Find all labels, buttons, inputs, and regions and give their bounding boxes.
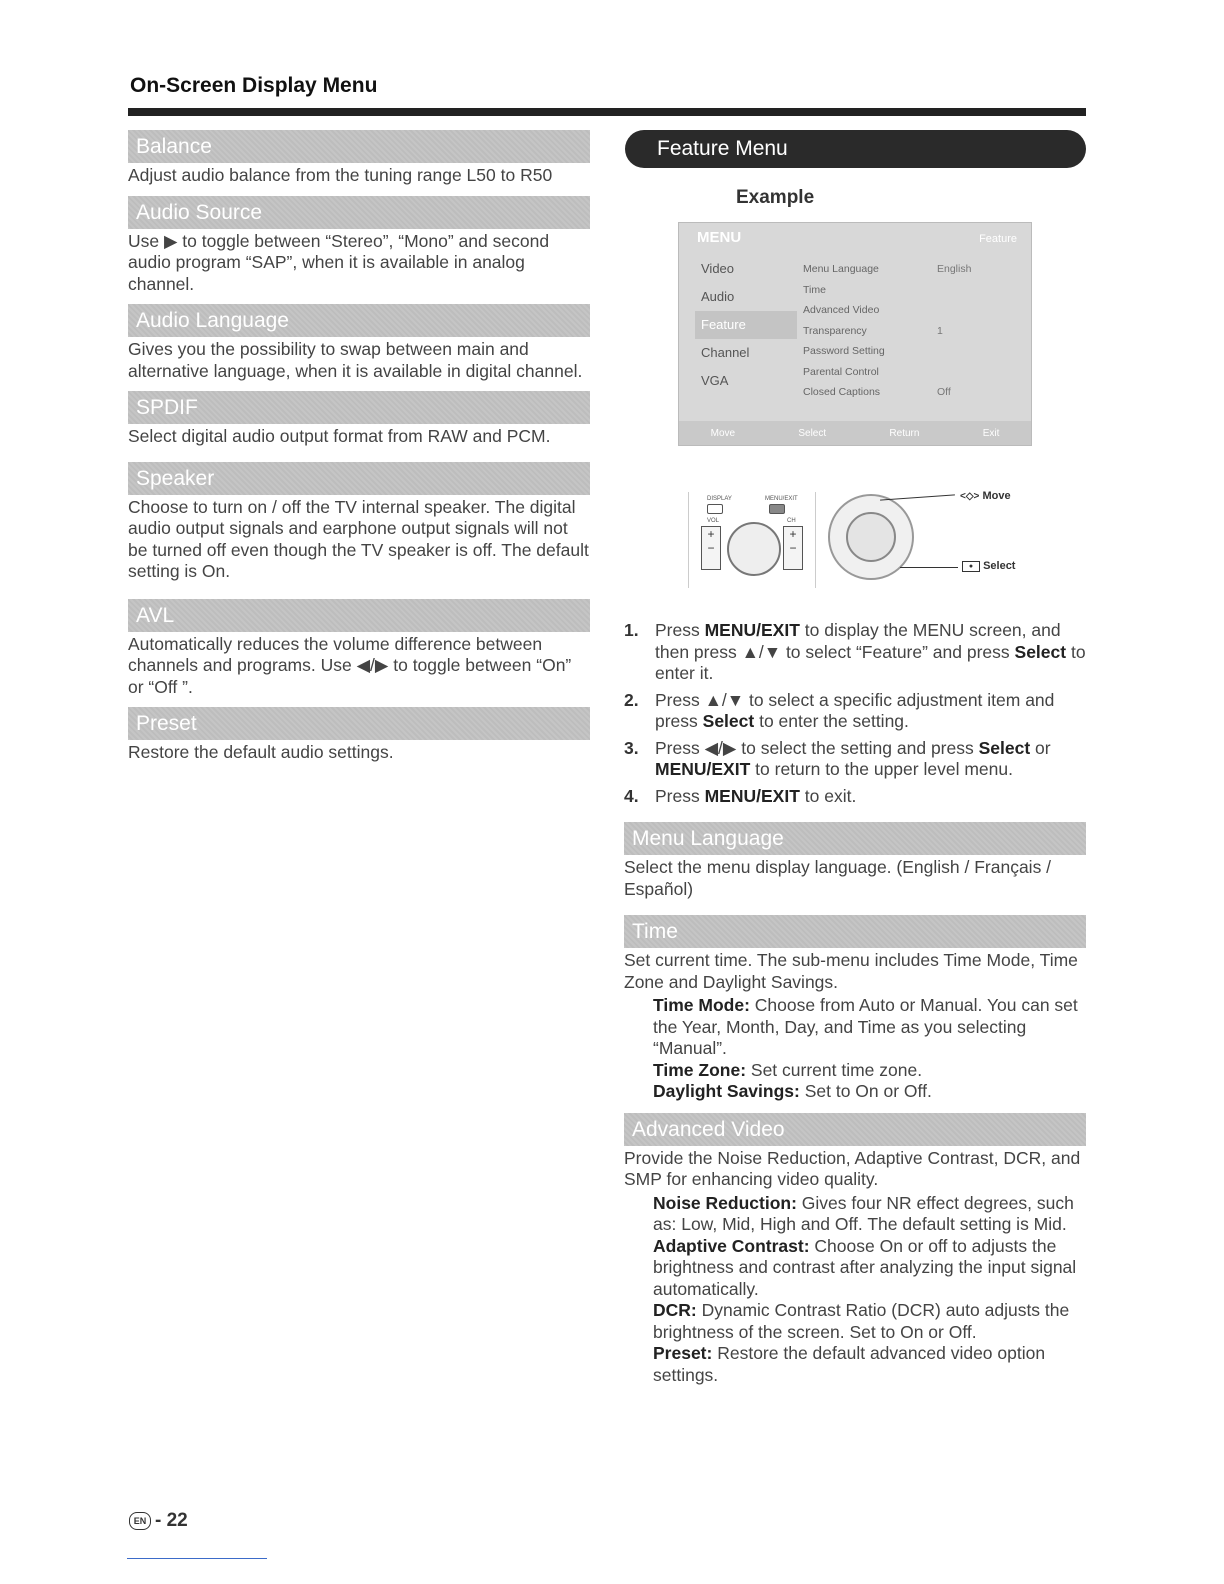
section-audio-language (128, 304, 590, 382)
step-4 (624, 786, 1086, 808)
lang-badge-icon: EN (129, 1512, 151, 1530)
section-preset (128, 707, 590, 764)
row-key: Closed Captions (803, 386, 881, 398)
section-heading: Time (624, 915, 1086, 948)
row-value: English (937, 263, 972, 275)
tv-menu-row (803, 341, 1017, 362)
section-speaker (128, 462, 590, 583)
section-text: Gives you the possibility to swap between main and alternative language, when it is available in digital channel. (128, 339, 583, 381)
select-button-icon: ● (962, 561, 980, 572)
page-number-text: 22 (166, 1510, 188, 1531)
step-1 (624, 620, 1086, 685)
section-menu-language (624, 822, 1086, 900)
page-number (129, 1510, 188, 1532)
menu-exit-button (769, 504, 785, 514)
section-text: Set current time. The sub-menu includes Time Mode, Time Zone and Daylight Savings. (624, 950, 1078, 992)
section-heading: AVL (128, 599, 590, 632)
footer-return: Return (889, 427, 920, 439)
step-2 (624, 690, 1086, 733)
row-value (937, 300, 1017, 321)
section-heading: Advanced Video (624, 1113, 1086, 1146)
footer-exit: Exit (982, 427, 1000, 439)
volume-rocker (701, 526, 721, 570)
step-number: 3. (624, 737, 639, 758)
display-label: DISPLAY (707, 496, 732, 502)
footer-move: Move (710, 427, 736, 439)
tv-menu-side-channel: Channel (701, 345, 750, 360)
tv-menu-side-video: Video (701, 261, 735, 276)
tv-menu-side-vga: VGA (701, 373, 729, 388)
page-title: On-Screen Display Menu (130, 74, 378, 97)
section-heading: Balance (128, 130, 590, 163)
tv-menu-row (803, 259, 1017, 280)
ch-label: CH (787, 518, 796, 524)
tv-menu-side-audio: Audio (701, 289, 735, 304)
row-value: Off (937, 386, 951, 398)
section-text: Provide the Noise Reduction, Adaptive Contrast, DCR, and SMP for enhancing video quality. (624, 1147, 1081, 1189)
vol-label: VOL (707, 518, 720, 524)
step-number: 1. (624, 620, 639, 640)
tv-menu-side-feature: Feature (695, 311, 797, 339)
row-key: Password Setting (803, 345, 885, 357)
tv-menu-side (695, 255, 797, 395)
title-rule (128, 108, 1086, 116)
section-heading: SPDIF (128, 391, 590, 424)
row-value: 1 (937, 324, 943, 337)
section-text: Automatically reduces the volume difference between channels and programs. Use ◀/▶ to toggle between “On” or “Off ”. (128, 633, 572, 697)
select-callout (962, 560, 1015, 572)
step-number: 4. (624, 785, 639, 806)
footer-select: Select (798, 427, 827, 439)
ch-plus: + (789, 527, 797, 541)
section-heading: Menu Language (624, 822, 1086, 855)
tv-menu-footer (679, 421, 1031, 445)
display-button (707, 504, 723, 514)
tv-menu-tag: Feature (979, 233, 1017, 245)
step-text: Press MENU/EXIT to display the MENU screen, and then press ▲/▼ to select “Feature” and press Select to enter it. (655, 620, 1086, 683)
time-mode-item: Time Mode: Choose from Auto or Manual. You can set the Year, Month, Day, and Time as you selecting “Manual”. (653, 995, 1078, 1058)
remote-illustration (688, 492, 816, 588)
select-label: Select (983, 560, 1016, 572)
preset-item: Preset: Restore the default advanced video option settings. (653, 1343, 1046, 1385)
move-label: Move (982, 490, 1011, 502)
move-callout-line (880, 494, 955, 500)
section-text: Select the menu display language. (English / Français / Español) (624, 857, 1052, 899)
footer-rule (127, 1558, 267, 1559)
section-text: Use ▶ to toggle between “Stereo”, “Mono” and second audio program “SAP”, when it is available in analog channel. (128, 230, 550, 294)
vol-plus: + (707, 527, 715, 541)
direction-pad-icon (727, 522, 781, 576)
adaptive-contrast-item: Adaptive Contrast: Choose On or off to adjusts the brightness and contrast after analyzing the input signal automatically. (653, 1235, 1077, 1299)
page-dash: - (155, 1510, 167, 1531)
move-arrows-icon: <◇> (960, 491, 980, 502)
section-time (624, 915, 1086, 1103)
tv-menu-example (678, 222, 1032, 446)
section-avl (128, 599, 590, 699)
select-callout-line (900, 567, 958, 568)
left-column (128, 130, 590, 764)
tv-menu-list (803, 259, 1017, 403)
section-heading: Audio Language (128, 304, 590, 337)
row-key: Time (803, 283, 826, 296)
section-text: Adjust audio balance from the tuning range L50 to R50 (128, 165, 553, 185)
steps-list (624, 620, 1086, 1386)
tv-menu-row (803, 362, 1017, 383)
daylight-savings-item: Daylight Savings: Set to On or Off. (653, 1081, 932, 1101)
tv-menu-row (803, 280, 1017, 301)
section-advanced-video (624, 1113, 1086, 1387)
dcr-item: DCR: Dynamic Contrast Ratio (DCR) auto adjusts the brightness of the screen. Set to On or Off. (653, 1300, 1070, 1342)
section-heading: Preset (128, 707, 590, 740)
feature-menu-heading: Feature Menu (625, 130, 1086, 168)
row-key: Transparency (803, 324, 867, 337)
section-text: Restore the default audio settings. (128, 742, 394, 762)
row-key: Parental Control (803, 365, 879, 378)
section-balance (128, 130, 590, 187)
row-value (937, 341, 1017, 362)
section-spdif (128, 391, 590, 448)
row-key: Menu Language (803, 263, 879, 275)
noise-reduction-item: Noise Reduction: Gives four NR effect degrees, such as: Low, Mid, High and Off. The default setting is Mid. (653, 1192, 1074, 1234)
tv-menu-title: MENU (697, 229, 742, 246)
section-text: Choose to turn on / off the TV internal speaker. The digital audio output signals and earphone output signals will not be turned off even though the TV speaker is off. The default setting is On. (128, 496, 589, 581)
vol-minus: − (707, 541, 715, 555)
step-text: Press MENU/EXIT to exit. (655, 785, 857, 806)
section-audio-source (128, 196, 590, 296)
row-key: Advanced Video (803, 304, 880, 316)
tv-menu-row (803, 382, 1017, 403)
tv-menu-row (803, 321, 1017, 342)
section-heading: Audio Source (128, 196, 590, 229)
step-3 (624, 738, 1086, 781)
move-callout (960, 490, 1011, 502)
time-zone-item: Time Zone: Set current time zone. (653, 1059, 923, 1080)
example-label: Example (736, 187, 815, 208)
tv-menu-row (803, 300, 1017, 321)
ch-minus: − (789, 541, 797, 555)
step-text: Press ▲/▼ to select a specific adjustment item and press Select to enter the setting. (655, 689, 1055, 731)
step-text: Press ◀/▶ to select the setting and press Select or MENU/EXIT to return to the upper level menu. (655, 737, 1051, 779)
section-text: Select digital audio output format from RAW and PCM. (128, 426, 551, 446)
channel-rocker (783, 526, 803, 570)
menu-exit-label: MENU/EXIT (765, 496, 798, 502)
row-value (937, 362, 1017, 383)
step-number: 2. (624, 689, 639, 710)
section-heading: Speaker (128, 462, 590, 495)
row-value (937, 280, 1017, 301)
select-center-icon (846, 512, 896, 562)
